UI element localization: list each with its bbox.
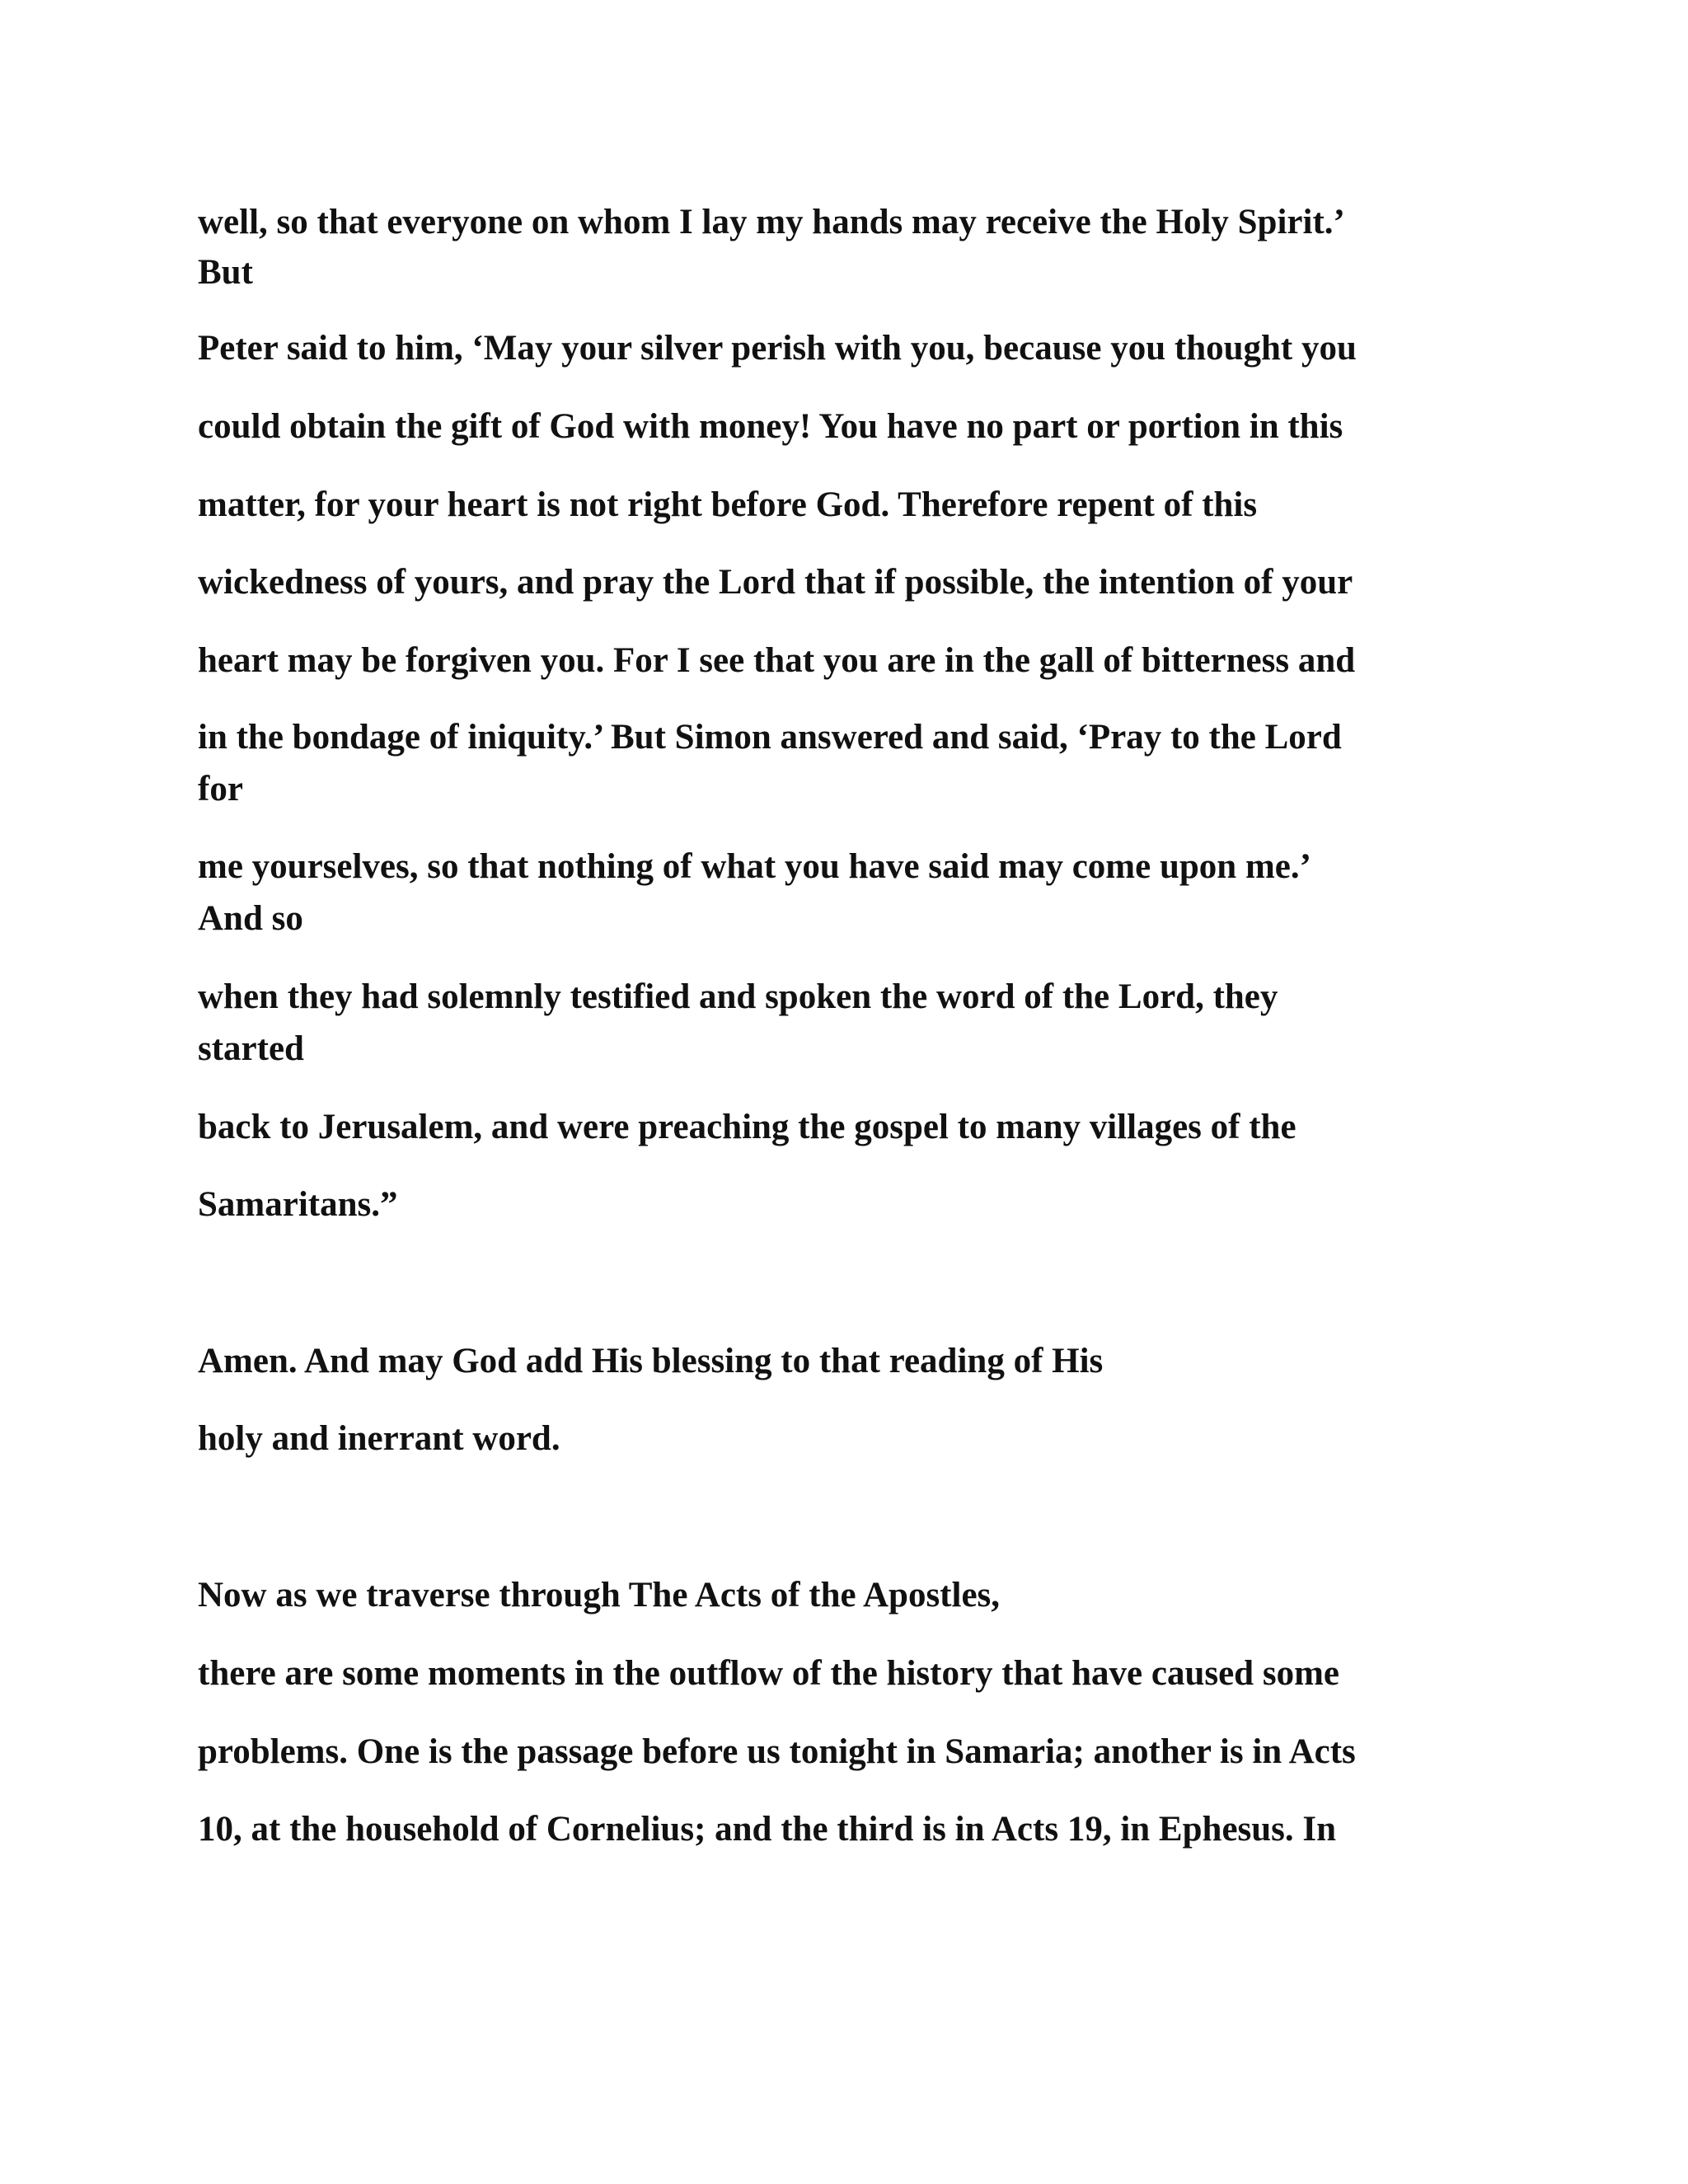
text-line: And so xyxy=(198,899,303,938)
text-line: holy and inerrant word. xyxy=(198,1419,560,1458)
text-line: wickedness of yours, and pray the Lord that if possible, the intention of your xyxy=(198,563,1353,602)
text-line: when they had solemnly testified and spoken the word of the Lord, they xyxy=(198,977,1278,1016)
text-line: problems. One is the passage before us tonight in Samaria; another is in Acts xyxy=(198,1732,1356,1771)
text-line: me yourselves, so that nothing of what you have said may come upon me.’ xyxy=(198,847,1311,886)
text-line: well, so that everyone on whom I lay my hands may receive the Holy Spirit.’ xyxy=(198,203,1345,241)
text-line: could obtain the gift of God with money! You have no part or portion in this xyxy=(198,407,1343,446)
text-line: back to Jerusalem, and were preaching the gospel to many villages of the xyxy=(198,1108,1296,1146)
text-line: there are some moments in the outflow of the history that have caused some xyxy=(198,1654,1339,1693)
text-line: for xyxy=(198,770,243,808)
text-line: in the bondage of iniquity.’ But Simon answered and said, ‘Pray to the Lord xyxy=(198,718,1342,757)
text-line: heart may be forgiven you. For I see that you are in the gall of bitterness and xyxy=(198,641,1356,680)
text-line: Amen. And may God add His blessing to that reading of His xyxy=(198,1342,1104,1380)
text-line: 10, at the household of Cornelius; and the third is in Acts 19, in Ephesus. In xyxy=(198,1810,1337,1849)
text-line: Now as we traverse through The Acts of the Apostles, xyxy=(198,1576,1001,1615)
text-line: But xyxy=(198,253,253,292)
text-line: Peter said to him, ‘May your silver perish with you, because you thought you xyxy=(198,329,1357,368)
text-line: matter, for your heart is not right before God. Therefore repent of this xyxy=(198,485,1258,524)
text-line: Samaritans.” xyxy=(198,1185,398,1224)
text-line: started xyxy=(198,1029,304,1068)
